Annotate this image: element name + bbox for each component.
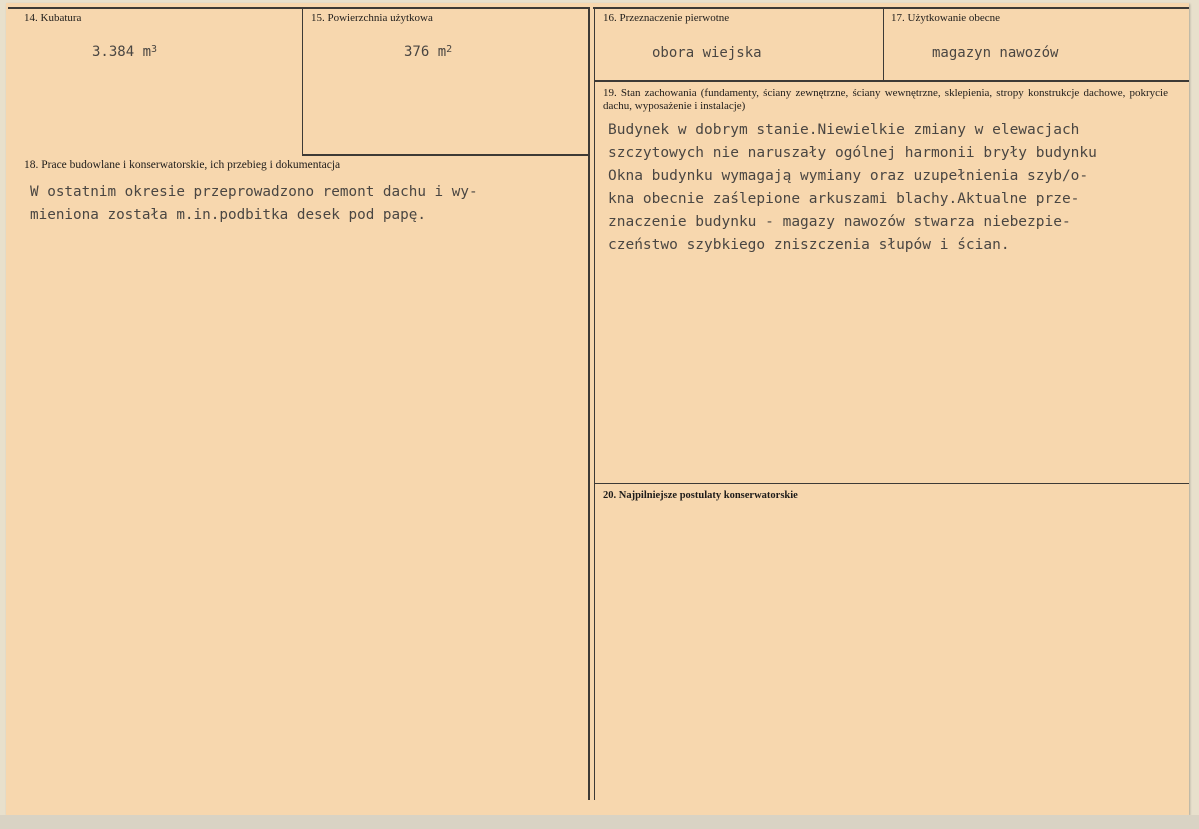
field-17-label: 17. Użytkowanie obecne [891, 12, 1001, 24]
field-19-line: kna obecnie zaślepione arkuszami blachy.Aktualne prze- [608, 191, 1080, 207]
field-20-label: 20. Najpilniejsze postulaty konserwatorskie [603, 490, 798, 501]
field-15-value: 376 $m^2$ [404, 44, 453, 60]
field-14-value: 3.384 $m^3$ [92, 44, 158, 60]
divider-h-15-18 [302, 154, 589, 156]
divider-h-19-20 [594, 483, 1189, 484]
divider-v-16-17 [883, 7, 884, 81]
divider-v-right-inner [594, 7, 595, 800]
field-14-unit-exponent: 3 [151, 44, 158, 55]
field-19-line: Budynek w dobrym stanie.Niewielkie zmiany w elewacjach [608, 122, 1080, 138]
scan-background-strip [0, 815, 1199, 829]
top-border-left [8, 7, 588, 9]
field-19-line: Okna budynku wymagają wymiany oraz uzupełnienia szyb/o- [608, 168, 1089, 184]
field-18-line: mieniona została m.in.podbitka desek pod papę. [30, 207, 426, 223]
field-16-value: obora wiejska [652, 45, 762, 61]
field-16-label: 16. Przeznaczenie pierwotne [603, 12, 730, 24]
record-card-sheet [6, 3, 1189, 815]
field-18-label: 18. Prace budowlane i konserwatorskie, ich przebieg i dokumentacja [24, 159, 341, 171]
field-18-text [30, 181, 478, 227]
field-19-line: czeństwo szybkiego zniszczenia słupów i ścian. [608, 237, 1010, 253]
field-14-label: 14. Kubatura [24, 12, 82, 24]
field-15-label: 15. Powierzchnia użytkowa [311, 12, 433, 24]
field-19-text [608, 119, 1097, 257]
field-15-unit-exponent: 2 [446, 44, 453, 55]
divider-h-16-19 [594, 80, 1189, 82]
top-border-right [593, 7, 1189, 9]
field-18-line: W ostatnim okresie przeprowadzono remont dachu i wy- [30, 184, 478, 200]
field-19-label: 19. Stan zachowania (fundamenty, ściany zewnętrzne, ściany wewnętrzne, sklepienia, stropy konstrukcje dachowe, pokrycie dachu, wyposażenie i instalacje) [603, 87, 1168, 112]
field-19-line: szczytowych nie naruszały ogólnej harmonii bryły budynku [608, 145, 1097, 161]
field-17-value: magazyn nawozów [932, 45, 1059, 61]
divider-v-left-right [588, 7, 590, 800]
divider-v-14-15 [302, 7, 303, 155]
field-19-line: znaczenie budynku - magazy nawozów stwarza niebezpie- [608, 214, 1071, 230]
